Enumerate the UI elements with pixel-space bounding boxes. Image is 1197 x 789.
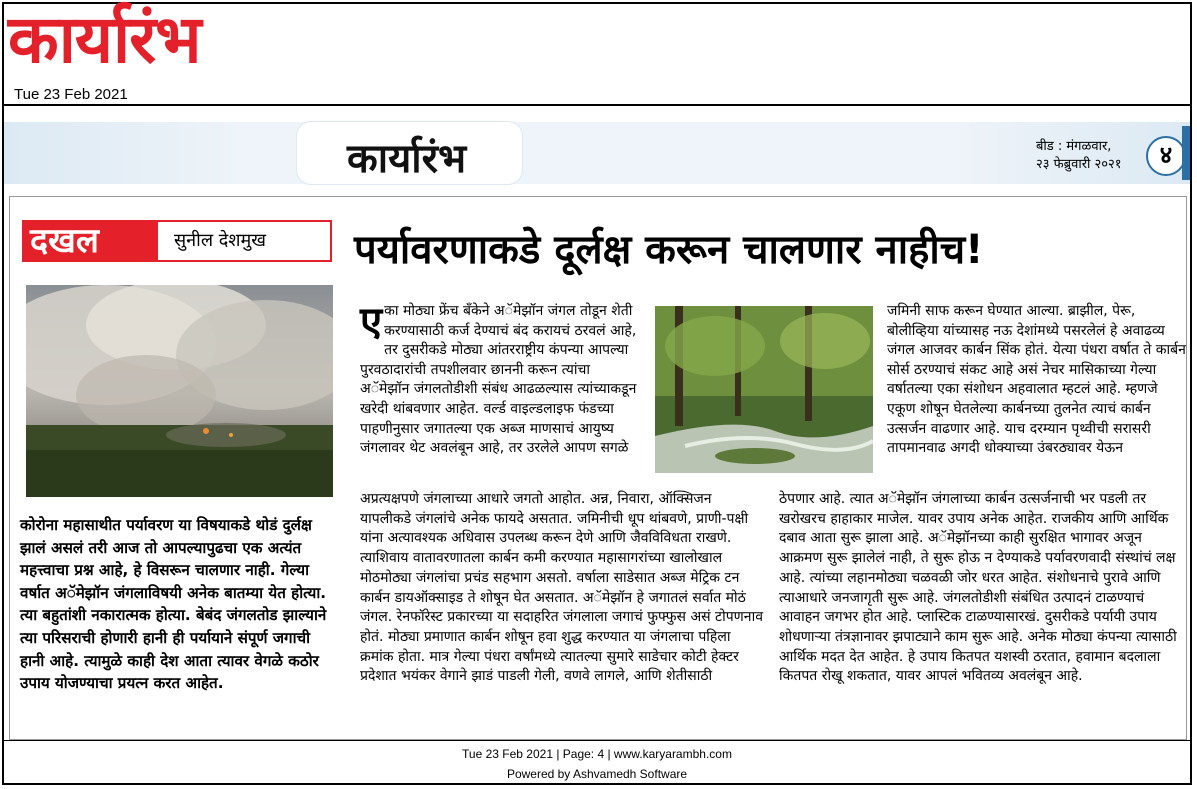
page-top-band <box>4 122 1190 184</box>
intro-paragraph: कोरोना महासाथीत पर्यावरण या विषयाकडे थोडं दुर्लक्ष झालं असलं तरी आज तो आपल्यापुढचा एक अत्यंत महत्त्वाचा प्रश्न आहे, हे विसरून चालणार नाही. गेल्या वर्षात अॅमेझॉन जंगलाविषयी अनेक बातम्या येत होत्या. त्या बहुतांशी नकारात्मक होत्या. बेबंद जंगलतोड झाल्याने त्या परिसराची होणारी हानी ही पर्यायाने संपूर्ण जगाची हानी आहे. त्यामुळे काही देश आता त्यावर वेगळे कठोर उपाय योजण्याचा प्रयत्न करत आहेत. <box>20 516 327 693</box>
article-column-1-text: का मोठ्या फ्रेंच बँकेने अॅमेझॉन जंगल तोडून शेती करण्यासाठी कर्ज देण्याचं बंद करायचं ठरवलं आहे, तर दुसरीकडे मोठ्या आंतरराष्ट्रीय कंपन्या आपल्या पुरवठादारांची तपशीलवार छाननी करून त्यांचा अॅमेझॉन जंगलतोडीशी संबंध आढळल्यास त्यांच्याकडून खरेदी थांबवणार आहेत. वर्ल्ड वाइल्डलाइफ फंडच्या पाहणीनुसार जगातल्या एक अब्ज माणसाचं आयुष्य जंगलावर थेट अवलंबून आहे, तर उरलेले आपण सगळे <box>360 303 637 457</box>
forest-fire-photo <box>26 285 333 497</box>
footer-credit: Powered by Ashvamedh Software <box>506 767 688 781</box>
dropcap: ए <box>360 299 383 345</box>
header-date: Tue 23 Feb 2021 <box>14 86 128 103</box>
article-column-4: ठेपणार आहे. त्यात अॅमेझॉन जंगलाच्या कार्बन उत्सर्जनाची भर पडली तर खरोखरच हाहाकार माजेल. यावर उपाय अनेक आहेत. राजकीय आणि आर्थिक दबाव आता सुरू झाला आहे. अॅमेझॉनच्या काही सुरक्षित भागावर अजून आक्रमण सुरू झालेलं नाही, ते सुरू होऊ न देण्याकडे पर्यावरणवादी संस्थांचं लक्ष आहे. त्यांच्या लहानमोठ्या चळवळी जोर धरत आहेत. संशोधनाचे पुरावे आणि त्याआधारे जनजागृती सुरू आहे. जंगलतोडीशी संबंधित उत्पादनं टाळण्याचं आवाहन जगभर होत आहे. प्लास्टिक टाळण्यासारखं. दुसरीकडे पर्यायी उपाय शोधणाऱ्या तंत्रज्ञानावर झपाट्याने काम सुरू आहे. अनेक मोठ्या कंपन्या त्यासाठी आर्थिक मदत देत आहेत. हे उपाय कितपत यशस्वी ठरतात, हवामान बदलाला कितपत रोखू शकतात, यावर आपलं भवितव्य अवलंबून आहे. <box>779 491 1177 685</box>
column-label: दखल <box>24 222 158 260</box>
site-header <box>4 1 1190 106</box>
author-name: सुनील देशमुख <box>174 230 267 251</box>
article-column-3: जमिनी साफ करून घेण्यात आल्या. ब्राझील, पेरू, बोलीव्हिया यांच्यासह नऊ देशांमध्ये पसरलेलं हे अवाढव्य जंगल आजवर कार्बन सिंक होतं. येत्या पंधरा वर्षात ते कार्बन सोर्स ठरण्याचं संकट आहे असं नेचर मासिकाच्या गेल्या वर्षातल्या एका संशोधन अहवालात म्हटलं आहे. म्हणजे एकूण शोषून घेतलेल्या कार्बनच्या तुलनेत त्याचं कार्बन उत्सर्जन वाढणार आहे. याच दरम्यान पृथ्वीची सरासरी तापमानवाढ अगदी धोक्याच्या उंबरठ्यावर येऊन <box>887 303 1186 457</box>
band-logo: कार्यारंभ <box>347 136 467 182</box>
page-number-badge: ४ <box>1146 136 1186 176</box>
article-column-1 <box>360 299 640 459</box>
footer-divider <box>4 740 1190 741</box>
headline: पर्यावरणाकडे दूर्लक्ष करून चालणार नाहीच! <box>354 227 984 273</box>
column-banner <box>22 220 332 262</box>
brand-logo[interactable]: कार्यारंभ <box>8 1 201 78</box>
footer-info[interactable]: Tue 23 Feb 2021 | Page: 4 | www.karyarambh.com <box>462 747 732 761</box>
edition-date <box>1036 138 1122 174</box>
band-accent-bar <box>1182 126 1190 180</box>
rainforest-image <box>655 306 873 473</box>
forest-fire-image <box>26 285 333 497</box>
edition-date-line2: २३ फेब्रुवारी २०२१ <box>1036 157 1122 172</box>
page-frame <box>2 2 1192 785</box>
footer <box>4 744 1190 784</box>
article-column-2: अप्रत्यक्षपणे जंगलाच्या आधारे जगतो आहोत. अन्न, निवारा, ऑक्सिजन यापलीकडे जंगलांचे अनेक फायदे असतात. जमिनीची धूप थांबवणे, प्राणी-पक्षी यांना अत्यावश्यक अधिवास उपलब्ध करून देणे आणि जैवविविधता राखणे. त्याशिवाय वातावरणातला कार्बन कमी करण्यात महासागरांच्या खालोखाल मोठमोठ्या जंगलांचा प्रचंड सहभाग असतो. वर्षाला साडेसात अब्ज मेट्रिक टन कार्बन डायऑक्साइड ते शोषून घेत असतात. अॅमेझॉन हे जगातलं सर्वात मोठं जंगल. रेनफॉरेस्ट प्रकारच्या या सदाहरित जंगलाला जगाचं फुफ्फुस असं टोपणनाव होतं. मोठ्या प्रमाणात कार्बन शोषून हवा शुद्ध करण्यात या जंगलाचा पहिला क्रमांक होता. मात्र गेल्या पंधरा वर्षांमध्ये त्यातल्या सुमारे साडेचार कोटी हेक्टर प्रदेशात भयंकर वेगाने झाडं पाडली गेली, वणवे लागले, आणि शेतीसाठी <box>360 491 763 685</box>
rainforest-photo <box>655 306 873 473</box>
edition-date-line1: बीड : मंगळवार, <box>1036 139 1112 154</box>
